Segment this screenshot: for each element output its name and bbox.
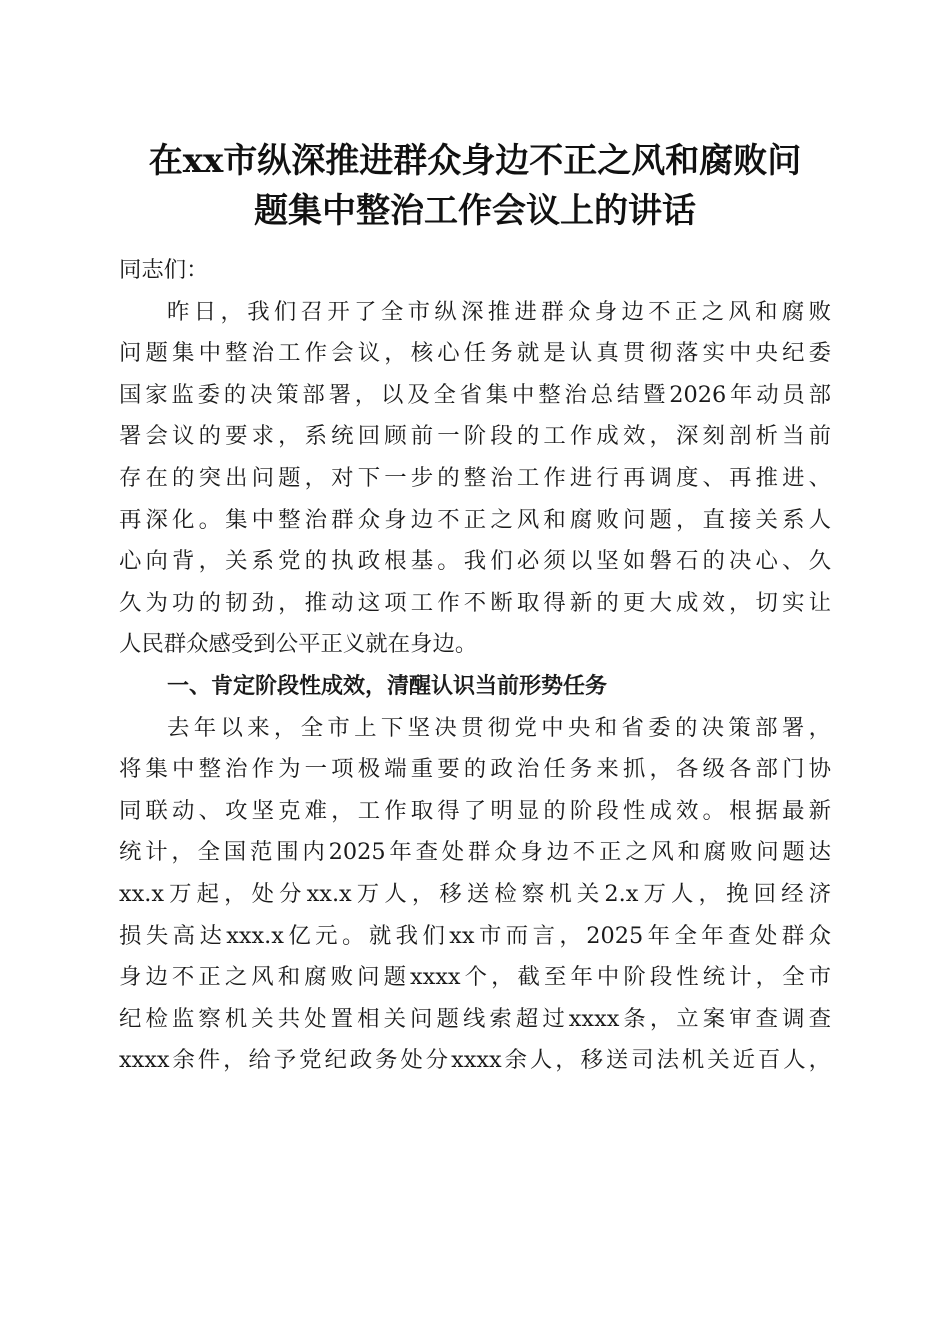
paragraph-1-line: 昨日，我们召开了全市纵深推进群众身边不正之风和腐败 [167, 298, 831, 325]
paragraph-1-line: 问题集中整治工作会议，核心任务就是认真贯彻落实中央纪委 [119, 340, 831, 367]
paragraph-2-line: xx.x万起，处分xx.x万人，移送检察机关2.x万人，挽回经济 [119, 880, 831, 907]
paragraph-2-line: 统计，全国范围内2025年查处群众身边不正之风和腐败问题达 [119, 839, 831, 866]
document-body [119, 250, 831, 1082]
paragraph-1-line: 心向背，关系党的执政根基。我们必须以坚如磐石的决心、久 [119, 548, 831, 575]
paragraph-1-line: 存在的突出问题，对下一步的整治工作进行再调度、再推进、 [119, 464, 831, 491]
paragraph-2-line: 纪检监察机关共处置相关问题线索超过xxxx条，立案审查调查 [119, 1005, 831, 1032]
title-line-1: 在xx市纵深推进群众身边不正之风和腐败问 [148, 141, 802, 181]
title-line-2: 题集中整治工作会议上的讲话 [254, 191, 696, 231]
paragraph-1-line: 再深化。集中整治群众身边不正之风和腐败问题，直接关系人 [119, 506, 831, 533]
paragraph-1-line: 国家监委的决策部署，以及全省集中整治总结暨2026年动员部 [119, 381, 831, 408]
paragraph-2-line: xxxx余件，给予党纪政务处分xxxx余人，移送司法机关近百人， [119, 1047, 831, 1074]
document-title [100, 136, 850, 236]
paragraph-2-line: 损失高达xxx.x亿元。就我们xx市而言，2025年全年查处群众 [119, 922, 831, 949]
paragraph-2-line: 将集中整治作为一项极端重要的政治任务来抓，各级各部门协 [119, 756, 831, 783]
paragraph-2-line: 同联动、攻坚克难，工作取得了明显的阶段性成效。根据最新 [119, 797, 831, 824]
paragraph-1-line: 署会议的要求，系统回顾前一阶段的工作成效，深刻剖析当前 [119, 423, 831, 450]
paragraph-2-line: 去年以来，全市上下坚决贯彻党中央和省委的决策部署， [167, 714, 831, 741]
salutation: 同志们： [119, 257, 209, 283]
paragraph-1-line: 人民群众感受到公平正义就在身边。 [119, 631, 478, 658]
section-heading-1: 一、肯定阶段性成效，清醒认识当前形势任务 [167, 673, 608, 699]
paragraph-1-line: 久为功的韧劲，推动这项工作不断取得新的更大成效，切实让 [119, 589, 831, 616]
paragraph-2-line: 身边不正之风和腐败问题xxxx个，截至年中阶段性统计，全市 [119, 964, 831, 991]
